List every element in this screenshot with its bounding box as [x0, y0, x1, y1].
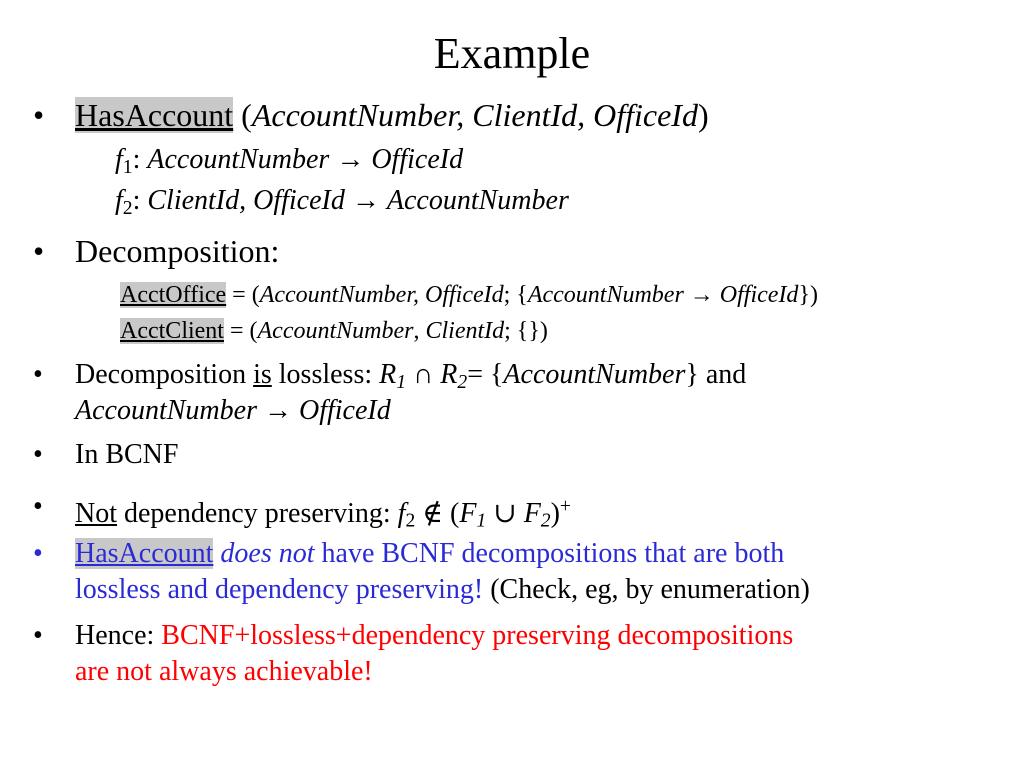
fd-colon: : — [132, 185, 148, 216]
subscript: 2 — [540, 510, 551, 532]
fd-lhs: AccountNumber — [75, 395, 257, 426]
text: have BCNF decompositions that are both — [314, 538, 785, 569]
paren-open: ( — [233, 97, 252, 133]
fd-rhs: OfficeId — [719, 282, 799, 308]
slide-title: Example — [433, 29, 591, 78]
relation-attributes: AccountNumber, ClientId, OfficeId — [251, 97, 698, 133]
bullet-text — [75, 490, 571, 539]
lossless-fd — [75, 394, 391, 428]
relation-name: AcctOffice — [120, 282, 227, 308]
subscript: 1 — [396, 371, 407, 393]
close-bracket: }) — [798, 282, 818, 308]
text: ) — [550, 497, 560, 529]
bullet-text — [75, 96, 709, 134]
relation-symbol: R — [440, 359, 458, 390]
bullet-marker: • — [33, 97, 45, 133]
comma: , — [413, 318, 426, 344]
text: Hence: — [75, 620, 162, 651]
fd-name: f — [397, 497, 406, 529]
bullet-marker: • — [33, 439, 43, 470]
subscript: 2 — [405, 510, 416, 532]
fd-name: f — [115, 144, 123, 175]
emphasis-is: is — [253, 359, 272, 390]
equals: = ( — [226, 282, 260, 308]
superscript-plus: + — [559, 496, 571, 517]
bullet-text — [75, 619, 793, 653]
fd-f1 — [115, 143, 463, 185]
emphasis-not: Not — [75, 497, 117, 529]
text: lossless and dependency preserving! — [75, 574, 484, 605]
relation-name: HasAccount — [75, 538, 214, 569]
equals: = { — [467, 359, 504, 390]
fd-set: F — [459, 497, 477, 529]
attribute: AccountNumber — [257, 318, 414, 344]
close-bracket: ; {}) — [504, 318, 548, 344]
fd-lhs: AccountNumber — [527, 282, 684, 308]
conclusion-text: BCNF+lossless+dependency preserving decompositions — [161, 620, 794, 651]
text: } and — [685, 359, 747, 390]
subscript: 2 — [457, 371, 468, 393]
check-note: (Check, eg, by enumeration) — [483, 574, 810, 605]
relation-symbol: R — [379, 359, 397, 390]
not-element-icon: ∉ ( — [415, 497, 460, 529]
bullet-text: Decomposition: — [75, 233, 280, 269]
arrow-icon: → — [329, 144, 372, 175]
fd-colon: : — [132, 144, 148, 175]
fd-subscript: 1 — [122, 156, 133, 178]
fd-lhs: ClientId, OfficeId — [147, 185, 345, 216]
relation-name: AcctClient — [120, 318, 224, 344]
bullet-marker: • — [33, 233, 45, 269]
bullet-hasaccount-note-line2 — [75, 573, 810, 607]
text: dependency preserving: — [117, 497, 398, 529]
attribute: ClientId — [425, 318, 505, 344]
bullet-marker: • — [33, 538, 43, 569]
separator: ; { — [503, 282, 528, 308]
paren-close: ) — [697, 97, 709, 133]
attributes: AccountNumber, OfficeId — [259, 282, 504, 308]
relation-name: HasAccount — [75, 97, 234, 133]
equals: = ( — [223, 318, 258, 344]
arrow-icon: → — [256, 395, 299, 426]
bullet-text: In BCNF — [75, 439, 179, 470]
fd-rhs: OfficeId — [371, 144, 464, 175]
emphasis-does-not: does not — [220, 538, 315, 569]
fd-lhs: AccountNumber — [147, 144, 330, 175]
intersection-icon: ∩ — [406, 359, 441, 390]
bullet-marker: • — [33, 359, 43, 390]
fd-name: f — [115, 185, 123, 216]
bullet-marker: • — [33, 620, 43, 651]
bullet-hence-line2: are not always achievable! — [75, 656, 373, 687]
bullet-text — [75, 537, 784, 571]
attribute: AccountNumber — [503, 359, 686, 390]
fd-f2 — [115, 184, 569, 226]
decomp-acctoffice — [120, 280, 818, 310]
fd-rhs: OfficeId — [298, 395, 391, 426]
arrow-icon: → — [683, 282, 720, 308]
subscript: 1 — [476, 510, 487, 532]
fd-set: F — [523, 497, 541, 529]
union-icon: ∪ — [486, 497, 524, 529]
text: Decomposition — [75, 359, 254, 390]
bullet-marker: • — [33, 491, 43, 522]
text: lossless: — [271, 359, 380, 390]
fd-rhs: AccountNumber — [386, 185, 569, 216]
arrow-icon: → — [344, 185, 387, 216]
decomp-acctclient — [120, 316, 548, 346]
fd-subscript: 2 — [122, 197, 133, 219]
